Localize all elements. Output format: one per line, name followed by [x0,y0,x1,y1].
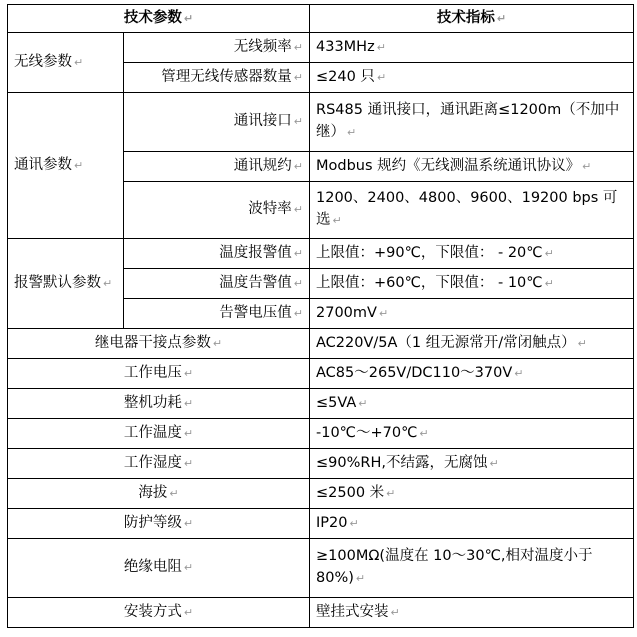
row-value: Modbus 规约《无线测温系统通讯协议》 ↵ [310,152,634,182]
row-name: 管理无线传感器数量 ↵ [124,63,310,93]
header-row [8,5,634,33]
row-name: 绝缘电阻 ↵ [8,539,310,598]
row-value: 433MHz ↵ [310,33,634,63]
row-value: -10℃～+70℃ ↵ [310,419,634,449]
row-value: RS485 通讯接口，通讯距离≤1200m（不加中继） ↵ [310,93,634,152]
row-name: 温度报警值 ↵ [124,239,310,269]
table-row [8,598,634,628]
row-value: ≤5VA ↵ [310,389,634,419]
row-name: 温度告警值 ↵ [124,269,310,299]
table-row [8,419,634,449]
header-param: 技术参数 ↵ [8,5,310,33]
row-value: IP20 ↵ [310,509,634,539]
row-value: ≤2500 米 ↵ [310,479,634,509]
row-name: 海拔 ↵ [8,479,310,509]
row-value: 壁挂式安装 ↵ [310,598,634,628]
row-value: 上限值：+90℃，下限值： - 20℃ ↵ [310,239,634,269]
row-name: 通讯规约 ↵ [124,152,310,182]
table-row [8,33,634,63]
table-row [8,239,634,269]
table-row [8,449,634,479]
row-name: 告警电压值 ↵ [124,299,310,329]
row-value: 2700mV ↵ [310,299,634,329]
table-row [8,389,634,419]
row-name: 通讯接口 ↵ [124,93,310,152]
row-name: 继电器干接点参数 ↵ [8,329,310,359]
row-name: 工作温度 ↵ [8,419,310,449]
row-name: 防护等级 ↵ [8,509,310,539]
row-value: ≥100MΩ(温度在 10～30℃,相对温度小于 80%) ↵ [310,539,634,598]
spec-table [7,4,634,628]
group-alarm: 报警默认参数 ↵ [8,239,124,329]
row-name: 波特率 ↵ [124,182,310,239]
table-row [8,509,634,539]
row-value: AC220V/5A（1 组无源常开/常闭触点） ↵ [310,329,634,359]
table-row [8,539,634,598]
row-name: 安装方式 ↵ [8,598,310,628]
row-value: ≤90%RH,不结露，无腐蚀 ↵ [310,449,634,479]
row-name: 整机功耗 ↵ [8,389,310,419]
row-name: 无线频率 ↵ [124,33,310,63]
row-name: 工作湿度 ↵ [8,449,310,479]
group-wireless: 无线参数 ↵ [8,33,124,93]
header-spec: 技术指标 ↵ [310,5,634,33]
group-comm: 通讯参数 ↵ [8,93,124,239]
row-value: 1200、2400、4800、9600、19200 bps 可选 ↵ [310,182,634,239]
table-row [8,479,634,509]
row-value: 上限值：+60℃，下限值： - 10℃ ↵ [310,269,634,299]
row-value: AC85～265V/DC110～370V ↵ [310,359,634,389]
table-row [8,329,634,359]
table-row [8,359,634,389]
row-name: 工作电压 ↵ [8,359,310,389]
table-row [8,93,634,152]
row-value: ≤240 只 ↵ [310,63,634,93]
